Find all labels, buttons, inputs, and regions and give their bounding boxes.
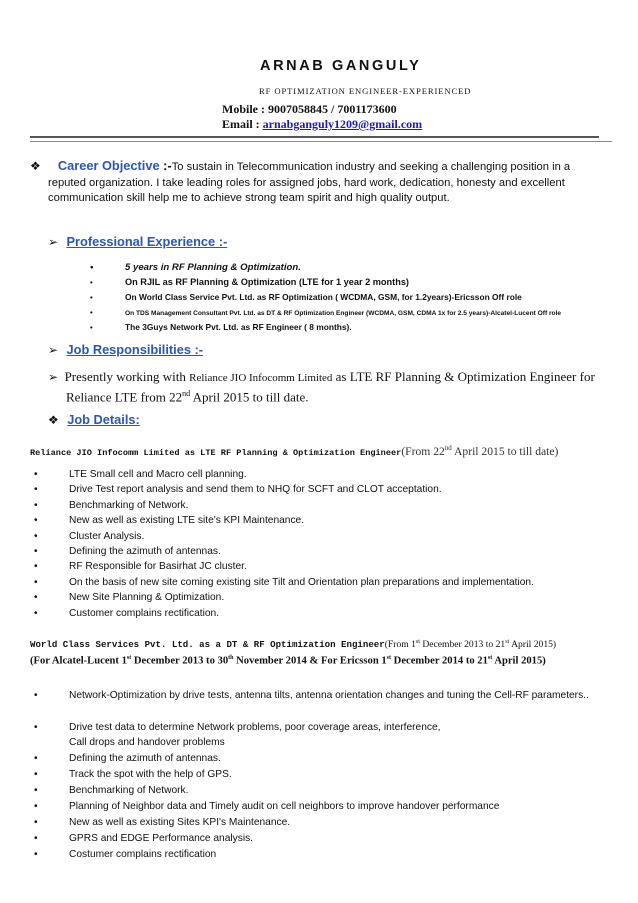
career-objective-heading: Career Objective <box>57 158 160 173</box>
job2-title-row <box>30 634 556 652</box>
list-item: • New Site Planning & Optimization. <box>34 592 225 604</box>
job-details-heading-row <box>48 411 140 429</box>
list-item: • On RJIL as RF Planning & Optimization (LTE for 1 year 2 months) <box>90 277 409 287</box>
job1-task-list <box>34 467 534 621</box>
list-item: • GPRS and EDGE Performance analysis. <box>34 833 254 844</box>
list-item: • 5 years in RF Planning & Optimization. <box>90 262 301 273</box>
job1-sup: nd <box>444 444 452 453</box>
responsibilities-text <box>48 369 628 404</box>
job2-task-list <box>34 688 604 863</box>
career-objective-section <box>30 158 630 207</box>
resp-text-c: Reliance LTE from 22 <box>66 389 183 405</box>
job1-title: Reliance JIO Infocomm Limited as LTE RF Planning & Optimization Engineer <box>30 448 402 458</box>
resp-sup: nd <box>182 389 191 398</box>
job-responsibilities-heading-row <box>48 341 203 359</box>
mobile-line: Mobile : 9007058845 / 7001173600 <box>222 102 397 116</box>
arrow-bullet-icon: ➢ <box>48 343 59 357</box>
email-link[interactable]: arnabganguly1209@gmail.com <box>262 117 423 131</box>
list-item: • Costumer complains rectification <box>34 849 217 860</box>
email-label: Email : <box>222 117 263 131</box>
list-item: • Network-Optimization by drive tests, antenna tilts, antenna orientation changes and tuning the Cell-RF parameters.. <box>34 690 589 701</box>
job2-period-c: April 2015) <box>509 639 557 650</box>
job2-period-a: (From 1 <box>384 639 416 650</box>
job-details-heading: Job Details: <box>67 412 140 427</box>
job2-period-sup1: st <box>415 638 420 645</box>
list-item: • Defining the azimuth of antennas. <box>34 753 221 764</box>
task2-continuation: Call drops and handover problems <box>69 737 225 748</box>
list-item: • Defining the azimuth of antennas. <box>34 545 221 557</box>
list-item: • New as well as existing LTE site's KPI Maintenance. <box>34 515 305 527</box>
professional-experience-heading-row <box>48 233 227 251</box>
objective-separator: :- <box>163 158 172 173</box>
job2-period-sup2: st <box>505 638 510 645</box>
job2-subtitle-row: (For Alcatel-Lucent 1st December 2013 to 30th November 2014 & For Ericsson 1st December 2014 to 21st April 2015) <box>30 655 546 667</box>
resp-text-d: April 2015 to till date. <box>190 389 309 405</box>
list-item: • Drive Test report analysis and send them to NHQ for SCFT and CLOT acceptation. <box>34 484 442 496</box>
professional-experience-heading: Professional Experience :- <box>66 234 228 249</box>
diamond-bullet-icon: ❖ <box>48 413 59 427</box>
list-item: • On TDS Management Consultant Pvt. Ltd. as DT & RF Optimization Engineer (WCDMA, GSM, CDMA 1x for 2.5 years)-Alcatel-Lucent Off role <box>90 308 562 317</box>
list-item: • Benchmarking of Network. <box>34 499 189 511</box>
experience-list <box>90 260 561 335</box>
email-line <box>222 117 422 132</box>
list-item: • Benchmarking of Network. <box>34 785 189 796</box>
objective-line-3: communication skill help me to achieve strong team spirit and high quality output. <box>48 192 450 204</box>
job1-from-a: (From 22 <box>401 445 445 458</box>
list-item: • LTE Small cell and Macro cell planning. <box>34 469 247 480</box>
job2-period-b: December 2013 to 21 <box>419 639 506 650</box>
candidate-name: ARNAB GANGULY <box>260 58 422 74</box>
list-item: • Cluster Analysis. <box>34 530 145 542</box>
objective-line-2: reputed organization. I take leading roles for assigned jobs, hard work, dedication, honesty and excellent <box>48 176 565 189</box>
job-title: RF OPTIMIZATION ENGINEER-EXPERIENCED <box>259 86 472 96</box>
resp-company: Reliance JIO Infocomm Limited <box>189 372 333 384</box>
arrow-bullet-icon: ➢ <box>48 235 59 249</box>
resp-text-b: as LTE RF Planning & Optimization Engineer for <box>332 369 595 384</box>
list-item: • The 3Guys Network Pvt. Ltd. as RF Engineer ( 8 months). <box>90 322 352 332</box>
objective-line-1: To sustain in Telecommunication industry and seeking a challenging position in a <box>171 161 571 173</box>
job2-title: World Class Services Pvt. Ltd. as a DT & RF Optimization Engineer <box>30 639 385 650</box>
list-item: • On the basis of new site coming existing site Tilt and Orientation plan preparations and implementation. <box>34 576 534 588</box>
job1-from-b: April 2015 to till date) <box>451 445 559 458</box>
list-item: • New as well as existing Sites KPI's Maintenance. <box>34 817 291 828</box>
resp-text-a: Presently working with <box>64 369 190 384</box>
header-divider <box>30 136 599 138</box>
arrow-bullet-icon: ➢ <box>48 370 59 384</box>
job1-title-row <box>30 442 558 460</box>
list-item: • Customer complains rectification. <box>34 607 220 619</box>
list-item: • Drive test data to determine Network problems, poor coverage areas, interference, Call drops and handover problems <box>34 722 441 748</box>
list-item: • Track the spot with the help of GPS. <box>34 769 232 780</box>
diamond-bullet-icon: ❖ <box>30 159 41 173</box>
list-item: • On World Class Service Pvt. Ltd. as RF Optimization ( WCDMA, GSM, for 1.2years)-Ericsson Off role <box>90 292 522 302</box>
list-item: • RF Responsible for Basirhat JC cluster. <box>34 561 247 573</box>
header-divider-thin <box>30 141 612 142</box>
job-responsibilities-heading: Job Responsibilities :- <box>66 342 204 357</box>
list-item: • Planning of Neighbor data and Timely audit on cell neighbors to improve handover performance <box>34 801 500 812</box>
